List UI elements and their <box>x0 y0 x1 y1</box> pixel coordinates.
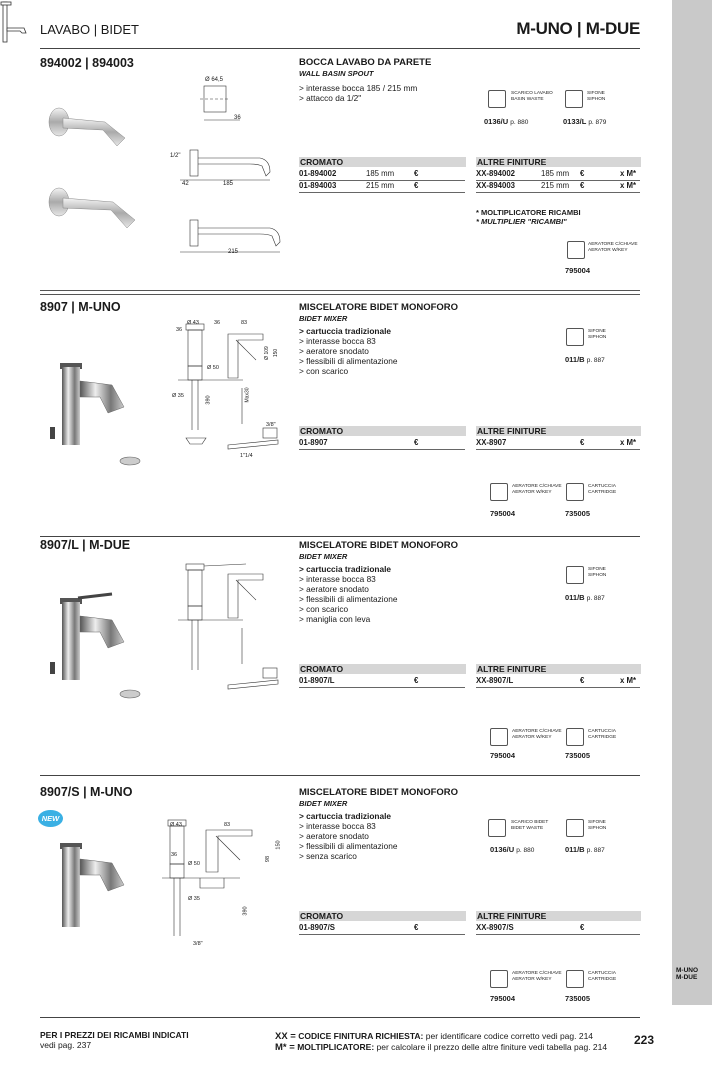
price-cell: € <box>414 923 419 932</box>
accessory-icon-cartridge[interactable] <box>566 970 584 988</box>
technical-drawing <box>160 818 295 953</box>
footer-legend: XX = CODICE FINITURA RICHIESTA: per identificare codice corretto vedi pag. 214 M* = MOLTIPLICATORE: per calcolare il prezzo delle altre finiture vedi tabella pag. 214 <box>275 1031 608 1053</box>
footer-note: PER I PREZZI DEI RICAMBI INDICATI vedi pag. 237 <box>40 1030 189 1050</box>
price-cell: € <box>580 923 585 932</box>
size-cell: 215 mm <box>366 181 395 190</box>
accessory-label: SCARICO LAVABO BASIN WASTE <box>511 91 553 102</box>
dim-label: 150 <box>275 840 282 850</box>
accessory-label: CARTUCCIA CARTRIDGE <box>588 484 617 495</box>
price-row: 01-8907 <box>299 438 328 447</box>
multiplier-cell: x M* <box>620 169 637 178</box>
product-title: BOCCA LAVABO DA PARETE <box>299 57 432 68</box>
feature-list: > cartuccia tradizionale > interasse bocca 83 > aeratore snodato > flessibili di alimentazione > con scarico > maniglia con leva <box>299 564 398 624</box>
dim-label: Ø 50 <box>188 861 200 867</box>
product-subtitle: WALL BASIN SPOUT <box>299 69 374 78</box>
price-row: XX-894002 <box>476 169 516 178</box>
product-photo <box>50 835 140 935</box>
accessory-icon-siphon[interactable] <box>565 90 583 108</box>
dim-label: 1"1/4 <box>240 453 253 459</box>
technical-drawing <box>168 560 293 705</box>
dim-label: Ø 43 <box>187 320 199 326</box>
accessory-code[interactable]: 011/B p. 887 <box>565 845 605 854</box>
section-code: 8907/S | M-UNO <box>40 785 133 799</box>
accessory-code[interactable]: 795004 <box>490 994 516 1003</box>
technical-drawing <box>168 320 293 465</box>
price-cell: € <box>580 181 585 190</box>
price-cell: € <box>414 676 419 685</box>
dim-label: 185 <box>223 181 234 187</box>
accessory-label: CARTUCCIA CARTRIDGE <box>588 971 617 982</box>
product-photo <box>50 590 150 705</box>
accessory-code[interactable]: 735005 <box>565 751 591 760</box>
footer-rule <box>40 1017 640 1018</box>
product-subtitle: BIDET MIXER <box>299 552 348 561</box>
feature-list: > interasse bocca 185 / 215 mm > attacco da 1/2" <box>299 83 418 103</box>
cromato-header: CROMATO <box>299 426 466 436</box>
size-cell: 185 mm <box>366 169 395 178</box>
dim-label: 390 <box>205 395 212 405</box>
accessory-code[interactable]: 735005 <box>565 994 591 1003</box>
page-category: LAVABO | BIDET <box>40 22 139 37</box>
section-code: 8907 | M-UNO <box>40 300 121 314</box>
price-row: 01-894003 <box>299 181 337 190</box>
price-cell: € <box>414 169 419 178</box>
accessory-code[interactable]: 011/B p. 887 <box>565 355 605 364</box>
dim-label: Ø 35 <box>188 896 200 902</box>
product-photo <box>45 100 135 160</box>
dim-label: 390 <box>242 906 249 916</box>
row-divider <box>476 449 640 450</box>
cromato-header: CROMATO <box>299 911 466 921</box>
cromato-header: CROMATO <box>299 664 466 674</box>
section-divider <box>40 290 640 295</box>
price-cell: € <box>580 169 585 178</box>
product-title: MISCELATORE BIDET MONOFORO <box>299 302 459 313</box>
accessory-label: SIFONE SIPHON <box>588 329 607 340</box>
row-divider <box>476 687 640 688</box>
accessory-label: AERATORE C/CHIAVE AERATOR W/KEY <box>512 484 562 495</box>
accessory-code[interactable]: 011/B p. 887 <box>565 593 605 602</box>
price-row: 01-8907/S <box>299 923 335 932</box>
dim-label: 1/2" <box>170 153 181 159</box>
dim-label: Ø 50 <box>207 365 219 371</box>
accessory-label: AERATORE C/CHIAVE AERATOR W/KEY <box>512 729 562 740</box>
sidebar-tab-label[interactable]: M-UNO M-DUE <box>676 967 699 981</box>
dim-label: 3/8" <box>193 941 203 947</box>
accessory-label: SIFONE SIPHON <box>588 567 607 578</box>
dim-label: 3/8" <box>266 422 276 428</box>
product-subtitle: BIDET MIXER <box>299 799 348 808</box>
product-subtitle: BIDET MIXER <box>299 314 348 323</box>
section-divider <box>40 775 640 776</box>
new-badge: NEW <box>38 810 63 827</box>
header-rule <box>40 48 640 49</box>
dim-label: Ø 35 <box>172 393 184 399</box>
accessory-code[interactable]: 795004 <box>490 751 516 760</box>
accessory-code[interactable]: 0133/L p. 879 <box>563 117 607 126</box>
dim-label: 36 <box>171 852 178 858</box>
accessory-label: AERATORE C/CHIAVE AERATOR W/KEY <box>588 242 638 253</box>
accessory-label: SIFONE SIPHON <box>587 91 606 102</box>
price-cell: € <box>580 438 585 447</box>
altre-header: ALTRE FINITURE <box>476 664 641 674</box>
product-photo <box>45 180 145 240</box>
row-divider <box>299 687 465 688</box>
feature-list: > cartuccia tradizionale > interasse bocca 83 > aeratore snodato > flessibili di alimentazione > con scarico <box>299 326 398 376</box>
accessory-label: AERATORE C/CHIAVE AERATOR W/KEY <box>512 971 562 982</box>
multiplier-cell: x M* <box>620 181 637 190</box>
faucet-icon <box>0 0 28 44</box>
row-divider <box>299 449 465 450</box>
product-photo <box>50 355 150 470</box>
price-row: XX-894003 <box>476 181 516 190</box>
price-row: 01-894002 <box>299 169 337 178</box>
row-divider <box>476 934 640 935</box>
price-row: XX-8907/L <box>476 676 514 685</box>
accessory-icon-siphon[interactable] <box>566 819 584 837</box>
dim-label: 215 <box>228 249 239 255</box>
price-cell: € <box>414 181 419 190</box>
dim-label: 36 <box>176 327 183 333</box>
dim-label: Max30 <box>244 387 251 403</box>
dim-label: 98 <box>265 855 272 863</box>
accessory-icon-aerator[interactable] <box>490 483 508 501</box>
dim-label: 150 <box>273 348 280 358</box>
row-divider <box>299 934 465 935</box>
accessory-code[interactable]: 0136/U p. 880 <box>490 845 535 854</box>
accessory-label: SCARICO BIDET BIDET WASTE <box>511 820 549 831</box>
feature-list: > cartuccia tradizionale > interasse bocca 83 > aeratore snodato > flessibili di alimentazione > senza scarico <box>299 811 398 861</box>
dim-label: 83 <box>224 822 231 828</box>
size-cell: 185 mm <box>541 169 570 178</box>
price-row: XX-8907 <box>476 438 507 447</box>
accessory-icon-siphon[interactable] <box>566 566 584 584</box>
accessory-label: CARTUCCIA CARTRIDGE <box>588 729 617 740</box>
accessory-code[interactable]: 0136/U p. 880 <box>484 117 529 126</box>
price-row: 01-8907/L <box>299 676 335 685</box>
dim-label: 42 <box>182 181 189 187</box>
section-divider <box>40 536 640 537</box>
altre-header: ALTRE FINITURE <box>476 911 641 921</box>
page-collection: M-UNO | M-DUE <box>516 19 640 38</box>
page-number: 223 <box>634 1033 655 1047</box>
price-row: XX-8907/S <box>476 923 514 932</box>
altre-header: ALTRE FINITURE <box>476 426 641 436</box>
dim-label: Ø 43 <box>170 822 182 828</box>
accessory-code[interactable]: 795004 <box>490 509 516 518</box>
dim-label: 36 <box>234 115 241 121</box>
altre-header: ALTRE FINITURE <box>476 157 641 167</box>
accessory-icon-aerator[interactable] <box>490 970 508 988</box>
accessory-label: SIFONE SIPHON <box>588 820 607 831</box>
accessory-code[interactable]: 735005 <box>565 509 591 518</box>
price-cell: € <box>414 438 419 447</box>
accessory-icon-aerator[interactable] <box>490 728 508 746</box>
dim-label: 36 <box>214 320 221 326</box>
product-title: MISCELATORE BIDET MONOFORO <box>299 540 459 551</box>
accessory-icon-aerator[interactable] <box>567 241 585 259</box>
accessory-icon-bidet-waste[interactable] <box>488 819 506 837</box>
sidebar-strip <box>672 0 712 1005</box>
size-cell: 215 mm <box>541 181 570 190</box>
cromato-header: CROMATO <box>299 157 466 167</box>
price-cell: € <box>580 676 585 685</box>
multiplier-note: * MOLTIPLICATORE RICAMBI * MULTIPLIER "RICAMBI" <box>476 208 581 226</box>
accessory-icon-cartridge[interactable] <box>566 728 584 746</box>
dim-label: Ø 109 <box>263 346 270 360</box>
dim-label: 83 <box>241 320 248 326</box>
row-divider <box>476 192 640 193</box>
multiplier-cell: x M* <box>620 676 637 685</box>
accessory-icon-siphon[interactable] <box>566 328 584 346</box>
product-title: MISCELATORE BIDET MONOFORO <box>299 787 459 798</box>
section-code: 894002 | 894003 <box>40 56 134 70</box>
row-divider <box>299 192 465 193</box>
multiplier-cell: x M* <box>620 438 637 447</box>
accessory-code[interactable]: 795004 <box>565 266 591 275</box>
accessory-icon-basin-waste[interactable] <box>488 90 506 108</box>
dim-label: Ø 64,5 <box>205 77 224 83</box>
section-code: 8907/L | M-DUE <box>40 538 131 552</box>
accessory-icon-cartridge[interactable] <box>566 483 584 501</box>
technical-drawing <box>170 72 290 267</box>
